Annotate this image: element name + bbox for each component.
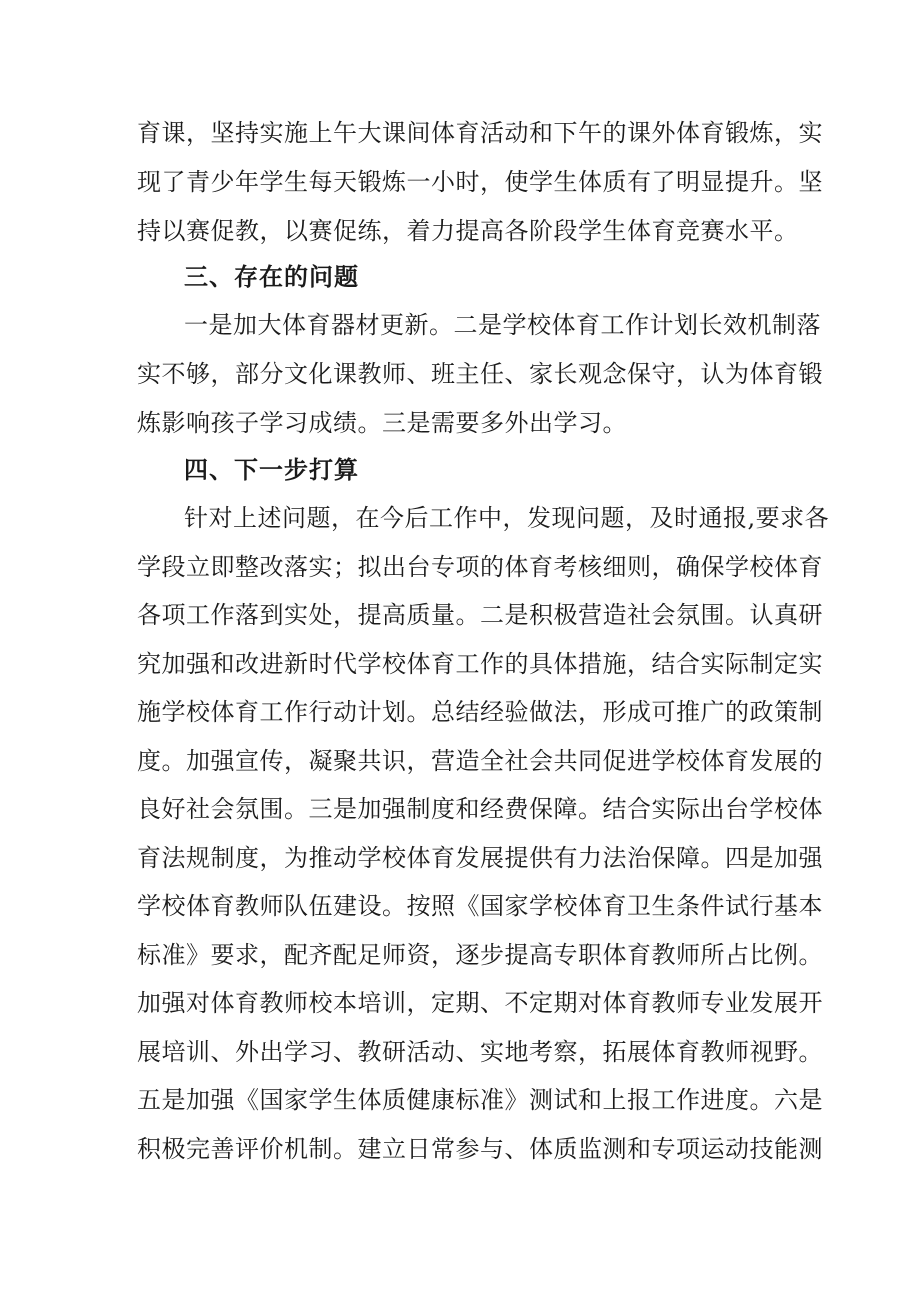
paragraph-line: 度。加强宣传，凝聚共识，营造全社会共同促进学校体育发展的 bbox=[137, 747, 823, 775]
paragraph-line: 一是加大体育器材更新。二是学校体育工作计划长效机制落 bbox=[184, 311, 821, 339]
paragraph-line: 学段立即整改落实；拟出台专项的体育考核细则，确保学校体育 bbox=[137, 553, 823, 581]
paragraph-line: 良好社会氛围。三是加强制度和经费保障。结合实际出台学校体 bbox=[137, 795, 823, 823]
paragraph-line: 加强对体育教师校本培训，定期、不定期对体育教师专业发展开 bbox=[137, 989, 823, 1017]
paragraph-line: 展培训、外出学习、教研活动、实地考察，拓展体育教师视野。 bbox=[137, 1038, 823, 1066]
paragraph-line: 究加强和改进新时代学校体育工作的具体措施，结合实际制定实 bbox=[137, 650, 823, 678]
paragraph-line: 标准》要求，配齐配足师资，逐步提高专职体育教师所占比例。 bbox=[137, 941, 823, 969]
paragraph-line: 育法规制度，为推动学校体育发展提供有力法治保障。四是加强 bbox=[137, 844, 823, 872]
paragraph-line: 积极完善评价机制。建立日常参与、体质监测和专项运动技能测 bbox=[137, 1135, 823, 1163]
paragraph-line: 施学校体育工作行动计划。总结经验做法，形成可推广的政策制 bbox=[137, 698, 823, 726]
paragraph-line: 持以赛促教，以赛促练，着力提高各阶段学生体育竞赛水平。 bbox=[137, 217, 799, 245]
paragraph-line: 五是加强《国家学生体质健康标准》测试和上报工作进度。六是 bbox=[137, 1086, 823, 1114]
paragraph-line: 炼影响孩子学习成绩。三是需要多外出学习。 bbox=[137, 409, 627, 437]
paragraph-line: 现了青少年学生每天锻炼一小时，使学生体质有了明显提升。坚 bbox=[137, 168, 823, 196]
paragraph-line: 学校体育教师队伍建设。按照《国家学校体育卫生条件试行基本 bbox=[137, 892, 823, 920]
paragraph-line: 育课，坚持实施上午大课间体育活动和下午的课外体育锻炼，实 bbox=[137, 119, 823, 147]
paragraph-line: 针对上述问题，在今后工作中，发现问题，及时通报,要求各 bbox=[184, 504, 830, 532]
paragraph-line: 实不够，部分文化课教师、班主任、家长观念保守，认为体育锻 bbox=[137, 360, 823, 388]
section-heading-3: 三、存在的问题 bbox=[184, 263, 359, 291]
section-heading-4: 四、下一步打算 bbox=[184, 456, 359, 484]
paragraph-line: 各项工作落到实处，提高质量。二是积极营造社会氛围。认真研 bbox=[137, 601, 823, 629]
